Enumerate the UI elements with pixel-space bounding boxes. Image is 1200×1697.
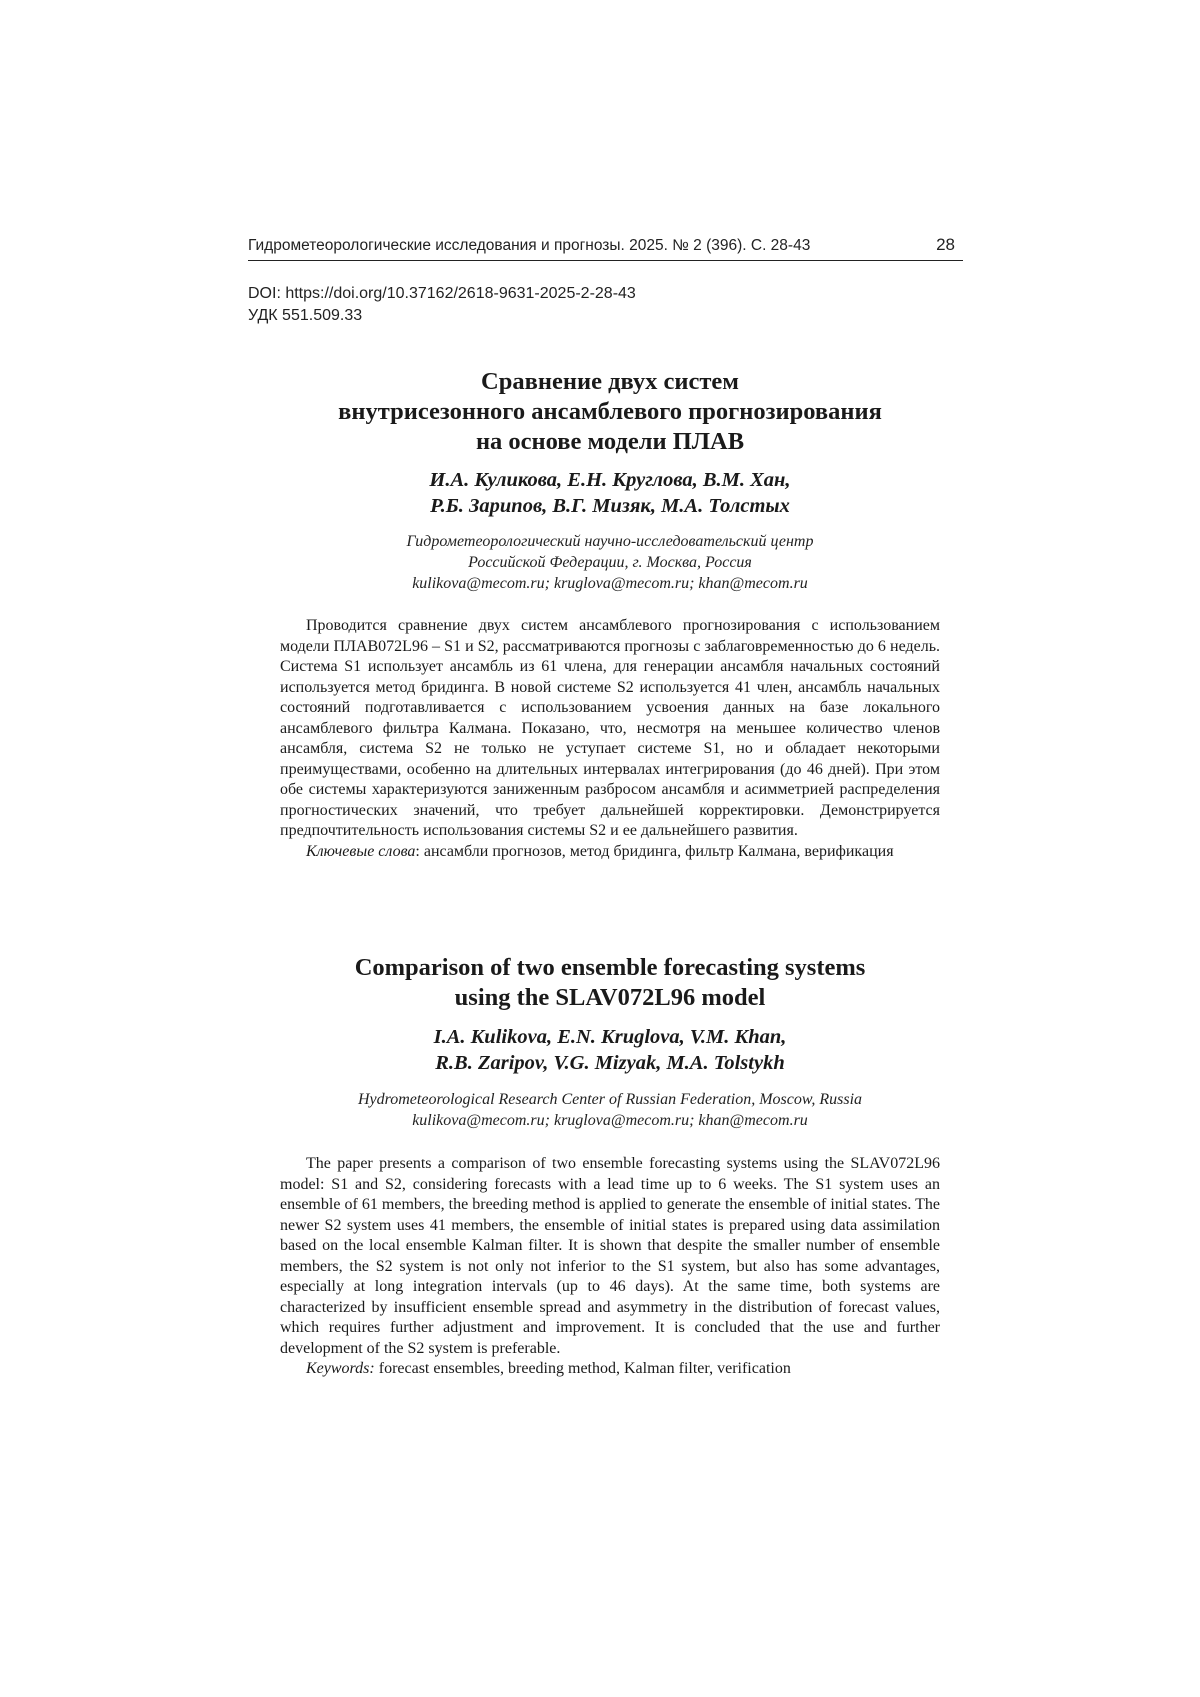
en-abstract-text: The paper presents a comparison of two ensemble forecasting systems using the SLAV072L96 model: S1 and S2, considering forecasts with a lead time up to 6 weeks. The S1 system uses an ensemble of 61 members, the breeding method is applied to generate the ensemble of initial states. The newer S2 system uses 41 members, the ensemble of initial states is prepared using data assimilation based on the local ensemble Kalman filter. It is shown that despite the smaller number of ensemble members, the S2 system is not only not inferior to the S1 system, but also has some advantages, especially at long integration intervals (up to 46 days). At the same time, both systems are characterized by insufficient ensemble spread and asymmetry in the distribution of forecast values, which requires further adjustment and improvement. It is concluded that the use and further development of the S2 system is preferable.: [280, 1155, 940, 1357]
ru-keywords-text: : ансамбли прогнозов, метод бридинга, фильтр Калмана, верификация: [415, 842, 894, 860]
en-keywords-text: forecast ensembles, breeding method, Kalman filter, verification: [374, 1360, 791, 1377]
doi: DOI: https://doi.org/10.37162/2618-9631-2025-2-28-43: [248, 285, 636, 302]
udc: УДК 551.509.33: [248, 307, 363, 324]
ru-title-line: Сравнение двух систем: [481, 368, 739, 395]
en-title-line: Comparison of two ensemble forecasting systems: [354, 954, 866, 981]
en-author-line: R.B. Zaripov, V.G. Mizyak, M.A. Tolstykh: [435, 1052, 785, 1074]
ru-affiliation-line: Российской Федерации, г. Москва, Россия: [468, 554, 752, 571]
ru-title-line: на основе модели ПЛАВ: [475, 428, 745, 455]
ru-emails: kulikova@mecom.ru; kruglova@mecom.ru; khan@mecom.ru: [412, 575, 808, 592]
article-meta: [248, 283, 636, 327]
en-title: [280, 953, 940, 1013]
ru-abstract-text: Проводится сравнение двух систем ансамблевого прогнозирования с использованием модели ПЛАВ072L96 – S1 и S2, рассматриваются прогнозы с заблаговременностью до 6 недель. Система S1 использует ансамбль из 61 члена, для генерации ансамбля начальных состояний используется метод бридинга. В новой системе S2 используется 41 член, ансамбль начальных состояний подготавливается с использованием усвоения данных на базе локального ансамблевого фильтра Калмана. Показано, что, несмотря на меньшее количество членов ансамбля, система S2 не только не уступает системе S1, но и обладает некоторыми преимуществами, особенно на длительных интервалах интегрирования (до 46 дней). При этом обе системы характеризуются заниженным разбросом ансамбля и асимметрией распределения прогностических значений, что требует дальнейшей корректировки. Демонстрируется предпочтительность использования системы S2 и ее дальнейшего развития.: [280, 617, 940, 839]
en-affiliation: [280, 1089, 940, 1131]
page-number: 28: [936, 235, 955, 254]
journal-citation: Гидрометеорологические исследования и прогнозы. 2025. № 2 (396). С. 28-43: [248, 237, 811, 254]
ru-author-line: И.А. Куликова, Е.Н. Круглова, В.М. Хан,: [429, 469, 791, 491]
ru-title: [280, 367, 940, 457]
running-header: [248, 236, 963, 261]
en-keywords: [280, 1359, 940, 1380]
en-keywords-label: Keywords:: [306, 1360, 375, 1377]
ru-abstract: [280, 616, 940, 862]
en-emails: kulikova@mecom.ru; kruglova@mecom.ru; khan@mecom.ru: [412, 1112, 808, 1129]
ru-authors: [280, 467, 940, 519]
ru-title-line: внутрисезонного ансамблевого прогнозирования: [338, 398, 882, 425]
ru-keywords-label: Ключевые слова: [306, 842, 416, 860]
en-author-line: I.A. Kulikova, E.N. Kruglova, V.M. Khan,: [433, 1026, 787, 1048]
en-authors: [280, 1024, 940, 1076]
ru-author-line: Р.Б. Зарипов, В.Г. Мизяк, М.А. Толстых: [430, 495, 790, 517]
en-abstract: [280, 1154, 940, 1380]
en-affiliation-line: Hydrometeorological Research Center of Russian Federation, Moscow, Russia: [357, 1091, 863, 1108]
ru-affiliation-line: Гидрометеорологический научно-исследовательский центр: [406, 533, 814, 550]
ru-keywords: [280, 842, 940, 863]
ru-affiliation: [280, 531, 940, 594]
en-title-line: using the SLAV072L96 model: [454, 984, 766, 1011]
